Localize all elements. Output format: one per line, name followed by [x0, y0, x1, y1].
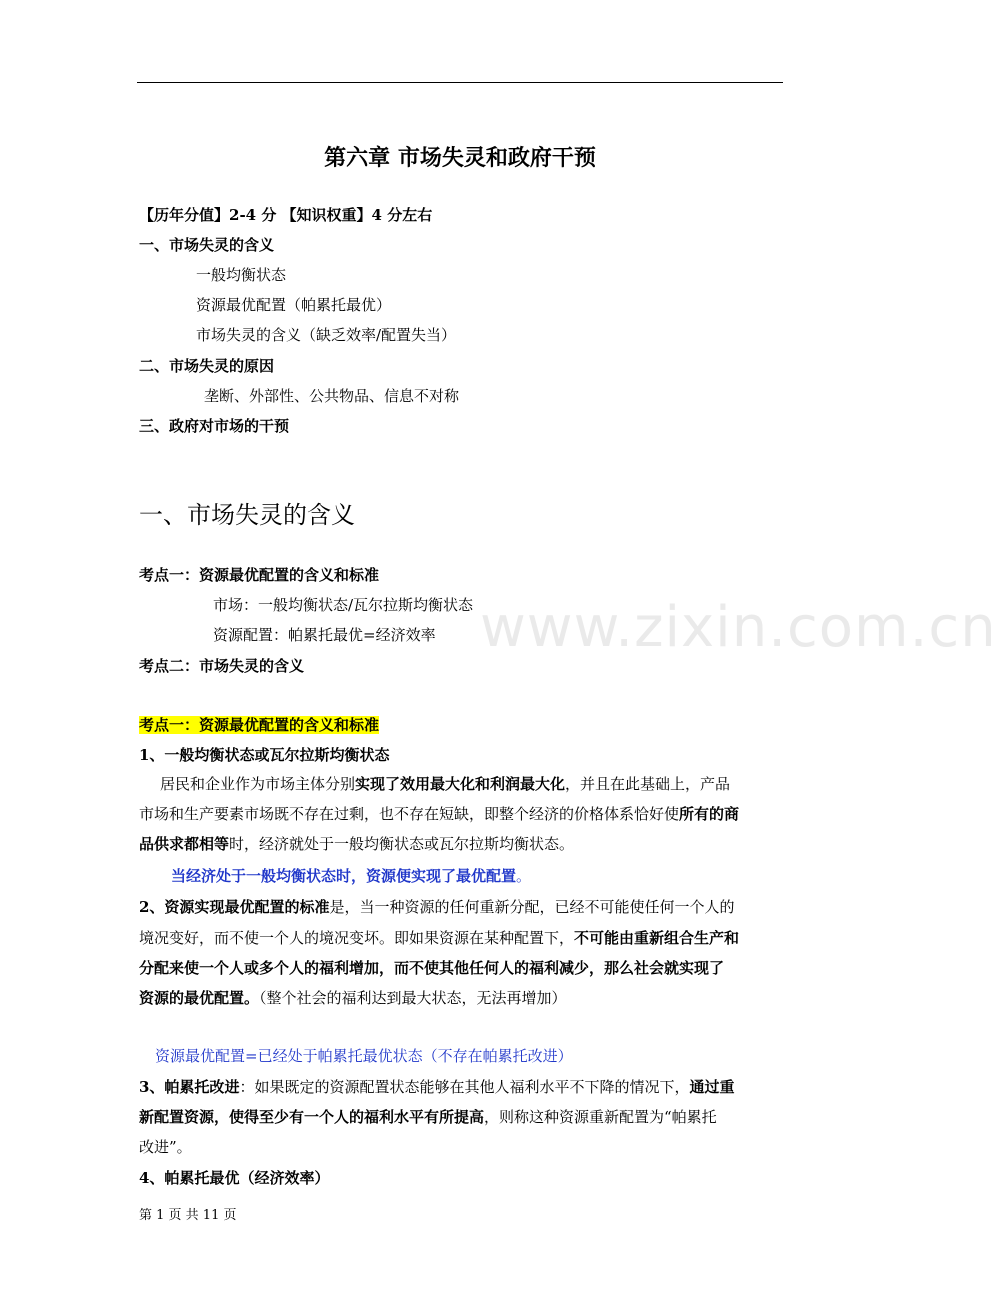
outline-s3: 三、政府对市场的干预 [139, 417, 290, 435]
outline-s2-item: 垄断、外部性、公共物品、信息不对称 [204, 387, 460, 405]
outline-s1-item-2: 资源最优配置（帕累托最优） [196, 296, 392, 314]
item1-heading: 1、一般均衡状态或瓦尔拉斯均衡状态 [139, 746, 390, 764]
outline-s2: 二、市场失灵的原因 [139, 357, 275, 375]
item1-blue-note: 当经济处于一般均衡状态时，资源便实现了最优配置。 [171, 867, 532, 885]
item2-line-4: 资源的最优配置。（整个社会的福利达到最大状态，无法再增加） [139, 989, 567, 1007]
item3-line-1: 3、帕累托改进：如果既定的资源配置状态能够在其他人福利水平不下降的情况下，通过重 [139, 1078, 735, 1096]
outline-s1: 一、市场失灵的含义 [139, 236, 275, 254]
page-footer: 第 1 页 共 11 页 [139, 1208, 237, 1223]
item2-line-1: 2、资源实现最优配置的标准是，当一种资源的任何重新分配，已经不可能使任何一个人的 [139, 898, 735, 916]
item2-line-3: 分配来使一个人或多个人的福利增加，而不使其他任何人的福利减少，那么社会就实现了 [139, 959, 725, 977]
item1-line-3: 品供求都相等时，经济就处于一般均衡状态或瓦尔拉斯均衡状态。 [139, 835, 575, 853]
item1-line-2: 市场和生产要素市场既不存在过剩，也不存在短缺，即整个经济的价格体系恰好使所有的商 [139, 805, 740, 823]
item3-line-3: 改进”。 [139, 1138, 192, 1156]
outline-s1-item-3: 市场失灵的含义（缺乏效率/配置失当） [196, 326, 457, 344]
watermark: www.zixin.com.cn [480, 595, 997, 660]
point-1-sub-1: 市场：一般均衡状态/瓦尔拉斯均衡状态 [213, 596, 474, 614]
outline-s1-item-1: 一般均衡状态 [196, 266, 287, 284]
section-heading: 一、市场失灵的含义 [139, 501, 355, 529]
point-2: 考点二：市场失灵的含义 [139, 657, 305, 675]
highlighted-text: 考点一：资源最优配置的含义和标准 [139, 716, 380, 734]
item1-line-1: 居民和企业作为市场主体分别实现了效用最大化和利润最大化，并且在此基础上，产品 [160, 775, 731, 793]
highlight-heading [139, 715, 379, 735]
item2-blue-note: 资源最优配置=已经处于帕累托最优状态（不存在帕累托改进） [155, 1047, 573, 1065]
item2-line-2: 境况变好，而不使一个人的境况变坏。即如果资源在某种配置下，不可能由重新组合生产和 [139, 929, 740, 947]
meta-line: 【历年分值】2-4 分 【知识权重】4 分左右 [139, 206, 433, 224]
item4-heading: 4、帕累托最优（经济效率） [139, 1169, 330, 1187]
point-1: 考点一：资源最优配置的含义和标准 [139, 566, 380, 584]
point-1-sub-2: 资源配置：帕累托最优=经济效率 [213, 626, 436, 644]
header-rule [137, 82, 783, 83]
item3-line-2: 新配置资源，使得至少有一个人的福利水平有所提高，则称这种资源重新配置为“帕累托 [139, 1108, 717, 1126]
chapter-title: 第六章 市场失灵和政府干预 [324, 145, 596, 171]
